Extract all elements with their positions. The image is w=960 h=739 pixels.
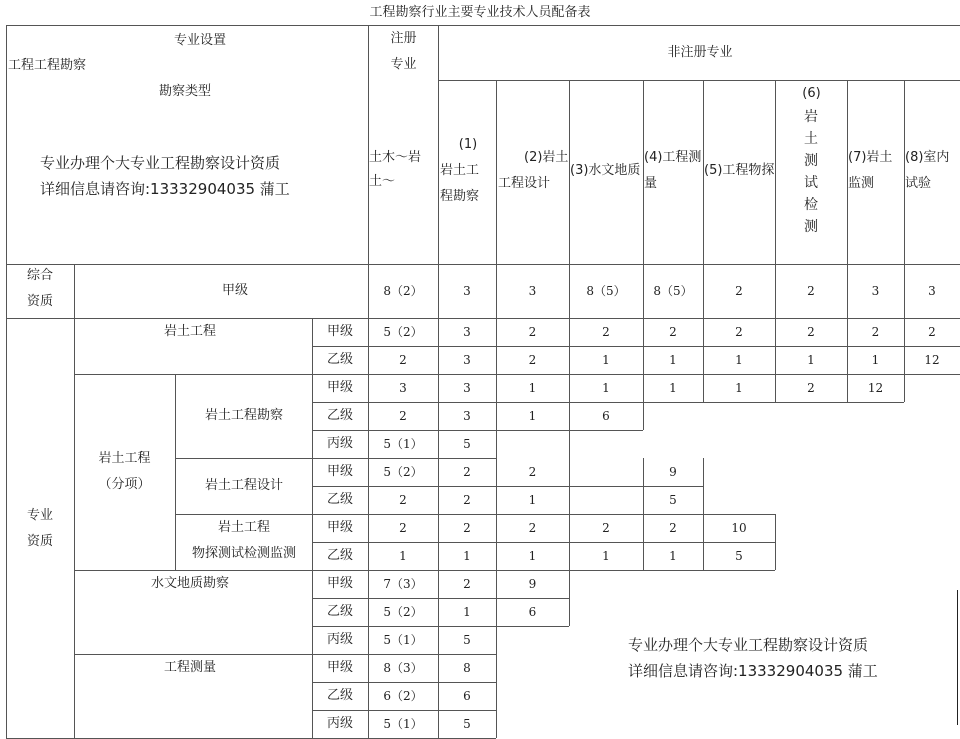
header-gongcheng-kancha: 工程工程勘察 — [8, 58, 87, 73]
value-cell: 2 — [735, 284, 743, 298]
value-cell: 6 — [463, 689, 471, 703]
value-cell: 5 — [463, 437, 471, 451]
grade-cell: 乙级 — [326, 548, 353, 563]
value-cell: 1 — [602, 381, 610, 395]
value-cell: 5（2） — [383, 325, 423, 339]
value-cell: 7（3） — [383, 577, 423, 591]
grade-cell: 丙级 — [326, 436, 353, 451]
header-zhuce-sub-l1: 土木～岩 — [369, 150, 422, 165]
professional-label-l1: 专业 — [26, 508, 53, 523]
value-cell: 2 — [807, 325, 815, 339]
category-fenxiang-l1: 岩土工程 — [98, 451, 151, 466]
value-cell: 2 — [735, 325, 743, 339]
subcategory-wutan-l1: 岩土工程 — [217, 520, 270, 535]
value-cell: 2 — [463, 521, 471, 535]
grade-cell: 甲级 — [326, 324, 353, 339]
value-cell: 8（3） — [383, 661, 423, 675]
value-cell: 3 — [871, 284, 880, 298]
value-cell: 2 — [807, 284, 815, 298]
grade-cell: 甲级 — [326, 520, 353, 535]
value-cell: 2 — [528, 353, 537, 367]
value-cell: 1 — [463, 549, 471, 563]
col6-char: 测 — [804, 153, 818, 169]
header-promo-line-2: 详细信息请咨询:13332904035 蒲工 — [40, 180, 290, 198]
page-title: 工程勘察行业主要专业技术人员配备表 — [369, 5, 591, 20]
category-celiang: 工程测量 — [163, 660, 216, 675]
value-cell: 5（2） — [383, 605, 423, 619]
value-cell: 6 — [528, 605, 537, 619]
comprehensive-label-l1: 综合 — [26, 268, 53, 283]
grade-cell: 甲级 — [326, 464, 353, 479]
value-cell: 3 — [463, 409, 471, 423]
value-cell: 1 — [602, 549, 610, 563]
value-cell: 2 — [399, 409, 407, 423]
value-cell: 2 — [602, 325, 610, 339]
header-kancha-leixing: 勘察类型 — [158, 84, 211, 99]
grade-cell: 乙级 — [326, 688, 353, 703]
grade-cell: 乙级 — [326, 408, 353, 423]
value-cell: 5（2） — [383, 465, 423, 479]
header-zhuce-l2: 专业 — [390, 57, 417, 72]
value-cell: 5 — [463, 717, 471, 731]
header-zhuanye-shezhi: 专业设置 — [173, 33, 226, 48]
value-cell: 2 — [399, 353, 407, 367]
value-cell: 2 — [669, 521, 677, 535]
value-cell: 1 — [528, 493, 537, 507]
value-cell: 3 — [463, 353, 471, 367]
value-cell: 2 — [463, 577, 471, 591]
value-cell: 1 — [669, 353, 677, 367]
category-shuiwen: 水文地质勘察 — [150, 576, 229, 591]
grade-cell: 乙级 — [326, 492, 353, 507]
value-cell: 1 — [399, 549, 407, 563]
value-cell: 1 — [735, 381, 743, 395]
subcategory-kancha: 岩土工程勘察 — [204, 408, 283, 423]
header-feizhuce: 非注册专业 — [667, 45, 733, 60]
value-cell: 1 — [669, 549, 677, 563]
header-zhuce-l1: 注册 — [390, 31, 417, 46]
subcategory-wutan-l2: 物探测试检测监测 — [191, 546, 296, 561]
col6-char: 试 — [804, 175, 818, 191]
value-cell: 8（5） — [653, 284, 693, 298]
value-cell: 2 — [669, 325, 677, 339]
value-cell: 8（5） — [586, 284, 626, 298]
value-cell: 5（1） — [383, 437, 423, 451]
header-zhuce-sub-l2: 土～ — [369, 174, 396, 189]
watermark-line-1: 专业办理个大专业工程勘察设计资质 — [628, 636, 869, 654]
comprehensive-grade: 甲级 — [221, 283, 248, 298]
value-cell: 2 — [602, 521, 610, 535]
category-yantu: 岩土工程 — [163, 324, 216, 339]
value-cell: 3 — [463, 284, 471, 298]
value-cell: 2 — [871, 325, 880, 339]
value-cell: 1 — [669, 381, 677, 395]
grade-cell: 乙级 — [326, 352, 353, 367]
value-cell: 2 — [399, 521, 407, 535]
grade-cell: 甲级 — [326, 380, 353, 395]
value-cell: 2 — [928, 325, 936, 339]
value-cell: 10 — [731, 521, 747, 535]
value-cell: 6 — [602, 409, 610, 423]
value-cell: 1 — [807, 353, 815, 367]
value-cell: 2 — [463, 465, 471, 479]
value-cell: 3 — [463, 381, 471, 395]
value-cell: 1 — [735, 353, 743, 367]
col6-char: 检 — [804, 197, 818, 213]
value-cell: 2 — [528, 325, 537, 339]
grade-cell: 乙级 — [326, 604, 353, 619]
header-promo-line-1: 专业办理个大专业工程勘察设计资质 — [40, 154, 281, 172]
value-cell: 2 — [807, 381, 815, 395]
category-fenxiang-l2: （分项） — [98, 477, 151, 492]
value-cell: 5 — [463, 633, 471, 647]
value-cell: 1 — [463, 605, 471, 619]
value-cell: 1 — [602, 353, 610, 367]
value-cell: 9 — [669, 465, 677, 479]
grade-cell: 丙级 — [326, 632, 353, 647]
value-cell: 5 — [735, 549, 743, 563]
grade-cell: 甲级 — [326, 660, 353, 675]
value-cell: 3 — [463, 325, 471, 339]
grade-cell: 丙级 — [326, 716, 353, 731]
value-cell: 1 — [528, 549, 537, 563]
value-cell: 5 — [669, 493, 677, 507]
value-cell: 8（2） — [383, 284, 423, 298]
value-cell: 3 — [928, 284, 936, 298]
value-cell: 1 — [528, 381, 537, 395]
value-cell: 8 — [463, 661, 471, 675]
watermark-line-2: 详细信息请咨询:13332904035 蒲工 — [628, 662, 878, 680]
grade-cell: 甲级 — [326, 576, 353, 591]
col6-char: 测 — [804, 219, 818, 235]
comprehensive-label-l2: 资质 — [26, 294, 53, 309]
value-cell: 6（2） — [383, 689, 423, 703]
value-cell: 3 — [399, 381, 407, 395]
value-cell: 3 — [528, 284, 537, 298]
value-cell: 2 — [528, 465, 537, 479]
value-cell: 9 — [528, 577, 537, 591]
value-cell: 12 — [924, 353, 940, 367]
col6-char: 岩 — [804, 109, 818, 125]
value-cell: 5（1） — [383, 633, 423, 647]
value-cell: 2 — [528, 521, 537, 535]
professional-label-l2: 资质 — [26, 534, 53, 549]
value-cell: 5（1） — [383, 717, 423, 731]
value-cell: 1 — [871, 353, 880, 367]
value-cell: 2 — [399, 493, 407, 507]
subcategory-sheji: 岩土工程设计 — [204, 478, 283, 493]
value-cell: 2 — [463, 493, 471, 507]
value-cell: 1 — [528, 409, 537, 423]
value-cell: 12 — [867, 381, 884, 395]
col6-char: 土 — [804, 131, 818, 147]
